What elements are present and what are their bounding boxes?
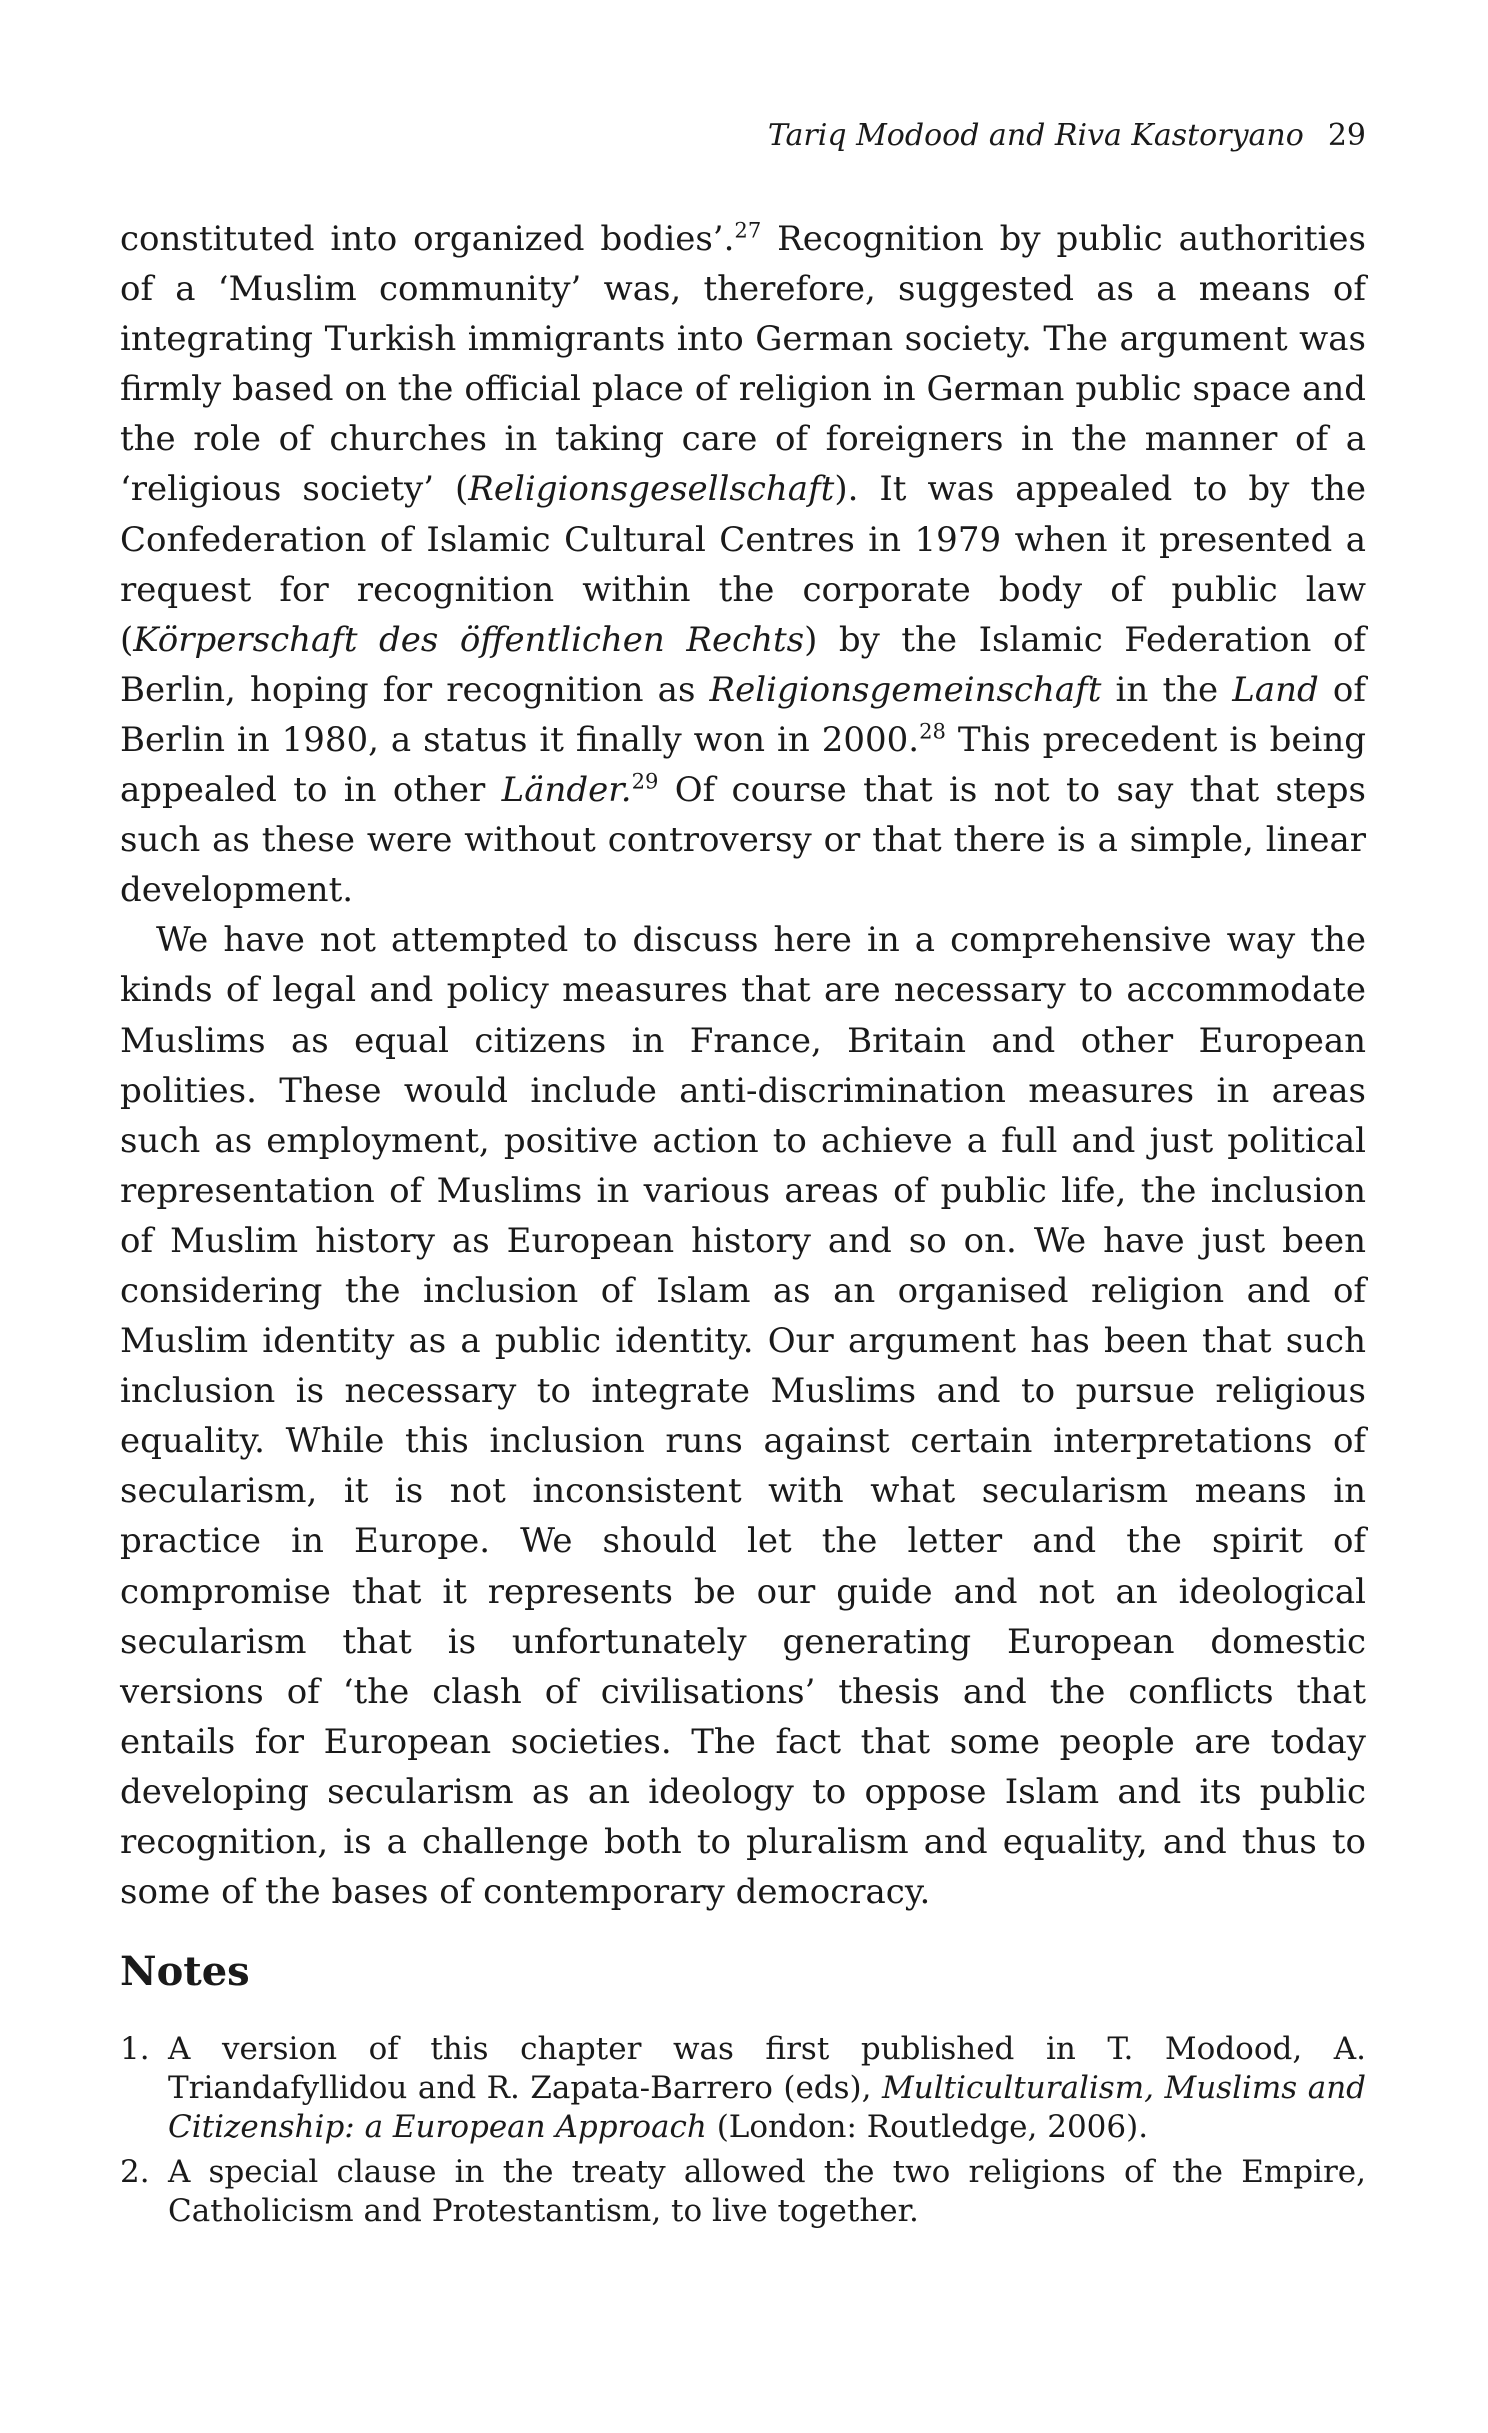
p1-italic-laender: Länder. — [501, 770, 632, 811]
p1-italic-koerperschaft: Körperschaft des öffentlichen Rechts — [133, 619, 805, 660]
running-header — [120, 118, 1366, 154]
notes-heading: Notes — [120, 1948, 250, 1995]
header-authors: Tariq Modood and Riva Kastoryano — [767, 118, 1304, 153]
note-1 — [120, 2030, 1366, 2147]
page-number: 29 — [1327, 118, 1366, 153]
notes-list — [120, 2030, 1366, 2237]
note-2-text: A special clause in the treaty allowed the two religions of the Empire, Catholicism and Protestantism, to live together. — [168, 2154, 1366, 2229]
p1-italic-religionsgemeinschaft: Religionsgemeinschaft — [709, 669, 1102, 710]
footnote-ref-27: 27 — [734, 217, 762, 243]
p1-text-5: in the — [1101, 669, 1233, 710]
note-1-text-1: A version of this chapter was first published in T. Modood, A. Triandafyllidou and R. Zapata-Barrero (eds), — [168, 2031, 1366, 2106]
p1-italic-land: Land — [1232, 669, 1319, 710]
body-text — [120, 214, 1366, 1917]
p1-text-7: This precedent is being appealed to in other — [120, 719, 1366, 811]
note-1-number: 1. — [120, 2031, 150, 2067]
p1-text-2: Recognition by public authorities of a ‘Muslim community’ was, therefore, suggested as a means of integrating Turkish immigrants into German society. The argument was firmly based on the official place of religion in German public space and the role of churches in taking care of foreigners in the manner of a ‘religious society’ ( — [120, 219, 1366, 510]
footnote-ref-29: 29 — [631, 768, 659, 794]
footnote-ref-28: 28 — [919, 718, 946, 744]
paragraph-1 — [120, 214, 1366, 915]
note-1-text-2: (London: Routledge, 2006). — [706, 2109, 1149, 2145]
p1-text-6: of Berlin in 1980, a status it finally won in 2000. — [120, 669, 1366, 760]
note-2 — [120, 2153, 1366, 2231]
note-1-italic-title: Multiculturalism, Muslims and Citizenship: a European Approach — [168, 2070, 1367, 2145]
p1-text-3: ). It was appealed to by the Confederation of Islamic Cultural Centres in 1979 when it presented a request for recognition within the corporate body of public law ( — [120, 469, 1366, 660]
p1-text-4: ) by the Islamic Federation of Berlin, hoping for recognition as — [120, 619, 1366, 710]
p1-text-8: Of course that is not to say that steps such as these were without controversy or that there is a simple, linear development. — [120, 770, 1366, 911]
p1-italic-religionsgesellschaft: Religionsgesellschaft — [468, 469, 835, 510]
paragraph-2: We have not attempted to discuss here in a comprehensive way the kinds of legal and policy measures that are necessary to accommodate Muslims as equal citizens in France, Britain and other European polities. These would include anti-discrimination measures in areas such as employment, positive action to achieve a full and just political representation of Muslims in various areas of public life, the inclusion of Muslim history as European history and so on. We have just been considering the inclusion of Islam as an organised religion and of Muslim identity as a public identity. Our argument has been that such inclusion is necessary to integrate Muslims and to pursue religious equality. While this inclusion runs against certain interpretations of secularism, it is not inconsistent with what secularism means in practice in Europe. We should let the letter and the spirit of compromise that it represents be our guide and not an ideological secularism that is unfortunately generating European domestic versions of ‘the clash of civilisations’ thesis and the conflicts that entails for European societies. The fact that some people are today developing secularism as an ideology to oppose Islam and its public recognition, is a challenge both to pluralism and equality, and thus to some of the bases of contemporary democracy. — [120, 920, 1366, 1913]
p1-text-1: constituted into organized bodies’. — [120, 219, 735, 259]
note-2-number: 2. — [120, 2154, 150, 2190]
